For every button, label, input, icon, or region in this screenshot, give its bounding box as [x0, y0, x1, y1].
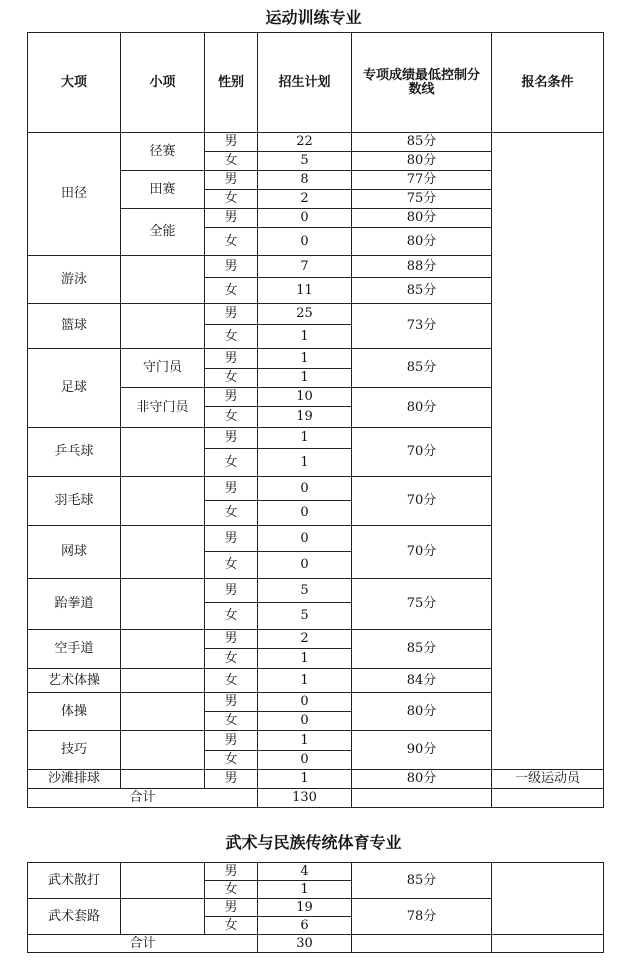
plan-cell: 1	[258, 649, 352, 669]
section1-title: 运动训练专业	[265, 8, 362, 27]
condition-cell: 一级运动员	[492, 770, 604, 789]
gender-cell: 男	[205, 579, 258, 603]
score-cell: 75分	[352, 190, 492, 209]
header-score: 专项成绩最低控制分数线	[352, 33, 492, 133]
plan-cell: 5	[258, 152, 352, 171]
sub-cell	[121, 669, 205, 693]
sub-cell	[121, 256, 205, 304]
sports-training-table	[27, 32, 604, 808]
score-cell: 85分	[352, 630, 492, 669]
major-cell: 乒乓球	[28, 428, 121, 477]
total-score-empty	[352, 935, 492, 953]
sub-cell: 全能	[121, 209, 205, 256]
plan-cell: 1	[258, 369, 352, 388]
gender-cell: 男	[205, 526, 258, 552]
total-row	[28, 789, 604, 808]
gender-cell: 女	[205, 325, 258, 349]
plan-cell: 1	[258, 325, 352, 349]
header-major: 大项	[28, 33, 121, 133]
sub-cell	[121, 304, 205, 349]
gender-cell: 女	[205, 369, 258, 388]
major-cell: 武术散打	[28, 863, 121, 899]
gender-cell: 女	[205, 449, 258, 477]
gender-cell: 男	[205, 171, 258, 190]
score-cell: 78分	[352, 899, 492, 935]
gender-cell: 男	[205, 477, 258, 501]
condition-cell	[492, 863, 604, 935]
major-cell: 篮球	[28, 304, 121, 349]
major-cell: 足球	[28, 349, 121, 428]
score-cell: 70分	[352, 428, 492, 477]
gender-cell: 女	[205, 881, 258, 899]
plan-cell: 0	[258, 477, 352, 501]
score-cell: 80分	[352, 770, 492, 789]
plan-cell: 7	[258, 256, 352, 278]
gender-cell: 男	[205, 256, 258, 278]
sub-cell: 非守门员	[121, 388, 205, 428]
gender-cell: 女	[205, 649, 258, 669]
plan-cell: 1	[258, 770, 352, 789]
header-row	[28, 33, 604, 133]
sub-cell	[121, 731, 205, 770]
gender-cell: 女	[205, 501, 258, 526]
table-row	[28, 133, 604, 152]
major-cell: 跆拳道	[28, 579, 121, 630]
major-cell: 体操	[28, 693, 121, 731]
plan-cell: 0	[258, 526, 352, 552]
sub-cell	[121, 899, 205, 935]
plan-cell: 19	[258, 407, 352, 428]
major-cell: 游泳	[28, 256, 121, 304]
plan-cell: 1	[258, 428, 352, 449]
major-cell: 田径	[28, 133, 121, 256]
gender-cell: 女	[205, 669, 258, 693]
table-row	[28, 770, 604, 789]
score-cell: 80分	[352, 152, 492, 171]
plan-cell: 10	[258, 388, 352, 407]
gender-cell: 男	[205, 349, 258, 369]
gender-cell: 男	[205, 630, 258, 649]
plan-cell: 6	[258, 917, 352, 935]
total-label: 合计	[28, 935, 258, 953]
sub-cell	[121, 579, 205, 630]
plan-cell: 1	[258, 449, 352, 477]
score-cell: 85分	[352, 133, 492, 152]
score-cell: 77分	[352, 171, 492, 190]
plan-cell: 5	[258, 603, 352, 630]
score-cell: 80分	[352, 388, 492, 428]
gender-cell: 男	[205, 863, 258, 881]
score-cell: 73分	[352, 304, 492, 349]
gender-cell: 女	[205, 278, 258, 304]
score-cell: 80分	[352, 209, 492, 228]
score-cell: 75分	[352, 579, 492, 630]
score-cell: 80分	[352, 693, 492, 731]
gender-cell: 男	[205, 209, 258, 228]
total-label: 合计	[28, 789, 258, 808]
score-cell: 80分	[352, 228, 492, 256]
plan-cell: 2	[258, 630, 352, 649]
sub-cell: 守门员	[121, 349, 205, 388]
plan-cell: 0	[258, 228, 352, 256]
wushu-table	[27, 862, 604, 953]
plan-cell: 2	[258, 190, 352, 209]
major-cell: 空手道	[28, 630, 121, 669]
header-gender: 性别	[205, 33, 258, 133]
condition-cell	[492, 133, 604, 770]
major-cell: 沙滩排球	[28, 770, 121, 789]
sub-cell	[121, 477, 205, 526]
plan-cell: 1	[258, 731, 352, 751]
plan-cell: 8	[258, 171, 352, 190]
score-cell: 84分	[352, 669, 492, 693]
gender-cell: 女	[205, 917, 258, 935]
major-cell: 武术套路	[28, 899, 121, 935]
major-cell: 网球	[28, 526, 121, 579]
gender-cell: 女	[205, 751, 258, 770]
gender-cell: 女	[205, 228, 258, 256]
score-cell: 85分	[352, 278, 492, 304]
gender-cell: 女	[205, 190, 258, 209]
gender-cell: 男	[205, 899, 258, 917]
major-cell: 技巧	[28, 731, 121, 770]
plan-cell: 0	[258, 751, 352, 770]
gender-cell: 男	[205, 304, 258, 325]
gender-cell: 女	[205, 712, 258, 731]
sub-cell	[121, 770, 205, 789]
major-cell: 艺术体操	[28, 669, 121, 693]
plan-cell: 0	[258, 712, 352, 731]
score-cell: 85分	[352, 349, 492, 388]
section2-title: 武术与民族传统体育专业	[225, 833, 402, 852]
gender-cell: 女	[205, 407, 258, 428]
sub-cell	[121, 863, 205, 899]
plan-cell: 1	[258, 669, 352, 693]
plan-cell: 1	[258, 881, 352, 899]
sub-cell: 径赛	[121, 133, 205, 171]
score-cell: 90分	[352, 731, 492, 770]
total-value: 130	[258, 789, 352, 808]
major-cell: 羽毛球	[28, 477, 121, 526]
header-plan: 招生计划	[258, 33, 352, 133]
score-cell: 85分	[352, 863, 492, 899]
sub-cell	[121, 693, 205, 731]
plan-cell: 4	[258, 863, 352, 881]
total-value: 30	[258, 935, 352, 953]
table-row	[28, 863, 604, 881]
score-cell: 70分	[352, 526, 492, 579]
sub-cell: 田赛	[121, 171, 205, 209]
plan-cell: 0	[258, 693, 352, 712]
plan-cell: 0	[258, 209, 352, 228]
plan-cell: 1	[258, 349, 352, 369]
plan-cell: 25	[258, 304, 352, 325]
sub-cell	[121, 526, 205, 579]
plan-cell: 19	[258, 899, 352, 917]
gender-cell: 女	[205, 552, 258, 579]
total-condition-empty	[492, 935, 604, 953]
score-cell: 70分	[352, 477, 492, 526]
header-condition: 报名条件	[492, 33, 604, 133]
plan-cell: 0	[258, 552, 352, 579]
sub-cell	[121, 630, 205, 669]
score-cell: 88分	[352, 256, 492, 278]
gender-cell: 男	[205, 693, 258, 712]
plan-cell: 0	[258, 501, 352, 526]
header-sub: 小项	[121, 33, 205, 133]
plan-cell: 22	[258, 133, 352, 152]
gender-cell: 女	[205, 603, 258, 630]
total-row	[28, 935, 604, 953]
gender-cell: 女	[205, 152, 258, 171]
plan-cell: 5	[258, 579, 352, 603]
total-score-empty	[352, 789, 492, 808]
gender-cell: 男	[205, 388, 258, 407]
total-condition-empty	[492, 789, 604, 808]
gender-cell: 男	[205, 133, 258, 152]
gender-cell: 男	[205, 731, 258, 751]
plan-cell: 11	[258, 278, 352, 304]
gender-cell: 男	[205, 770, 258, 789]
sub-cell	[121, 428, 205, 477]
gender-cell: 男	[205, 428, 258, 449]
